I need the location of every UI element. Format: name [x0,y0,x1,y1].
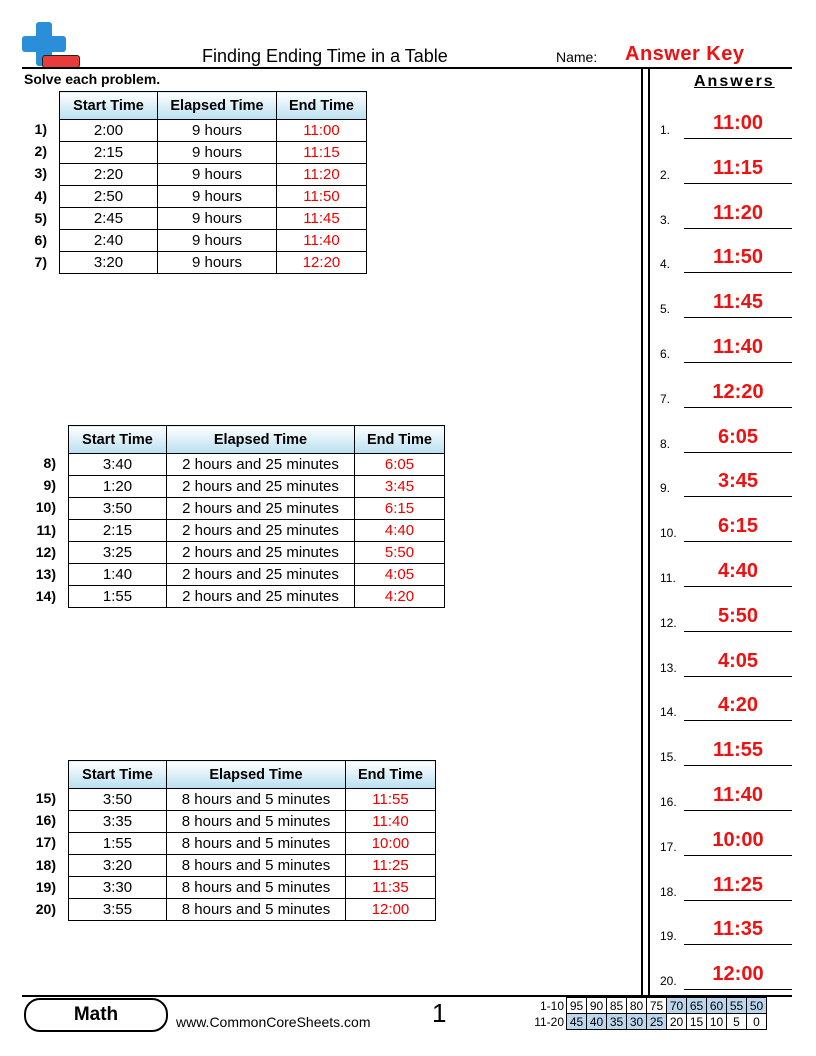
start-time-header: Start Time [69,426,167,454]
end-time-cell: 11:50 [277,186,367,208]
end-time-cell: 11:00 [277,120,367,142]
problem-number: 12) [35,543,56,560]
problem-number: 4) [34,187,47,204]
table-row [60,252,367,274]
answer-line [684,810,792,811]
answer-value: 4:40 [717,560,759,582]
end-time-header: End Time [346,761,436,789]
problem-number: 10) [35,499,56,516]
instructions: Solve each problem. [24,71,161,87]
elapsed-time-cell: 2 hours and 25 minutes [167,498,355,520]
start-time-cell: 2:15 [69,520,167,542]
table-row [69,476,445,498]
answer-row [660,915,792,945]
score-cell: 35 [607,1014,627,1030]
problem-number: 8) [43,455,56,471]
answer-value: 12:00 [712,963,764,986]
answer-row [660,871,792,901]
answer-number: 7. [660,391,671,406]
answer-number: 11. [660,571,676,585]
score-range-label: 1-10 [539,998,564,1013]
elapsed-time-cell: 8 hours and 5 minutes [167,811,346,833]
column-divider [648,67,650,995]
table-row [69,520,445,542]
answer-row [660,960,792,990]
answer-value: 11:20 [712,201,764,224]
start-time-cell: 3:20 [60,252,158,274]
answer-number: 17. [660,839,677,854]
end-time-cell: 11:55 [346,789,436,811]
answer-line [684,317,792,318]
start-time-cell: 3:50 [69,789,167,811]
end-time-cell: 4:40 [355,520,445,542]
start-time-cell: 2:50 [60,186,158,208]
table-row [60,164,367,186]
score-cell: 95 [567,998,587,1014]
score-cell: 80 [627,998,647,1014]
table-row [69,811,436,833]
elapsed-time-cell: 9 hours [158,186,277,208]
start-time-cell: 2:45 [60,208,158,230]
answer-number: 13. [660,660,677,675]
end-time-cell: 11:15 [277,142,367,164]
end-time-header: End Time [355,426,445,454]
score-cell: 25 [647,1014,667,1030]
answer-number: 16. [660,795,677,809]
problem-number: 7) [34,254,47,271]
start-time-cell: 3:25 [69,542,167,564]
answer-row [660,333,792,363]
problem-number: 6) [34,232,47,248]
start-time-cell: 1:20 [69,476,167,498]
end-time-cell: 4:20 [355,586,445,608]
score-cell: 45 [567,1014,587,1030]
problem-number: 18) [35,856,56,873]
answer-number: 2. [660,167,671,182]
table-row [69,899,436,921]
problem-table-2 [68,425,445,608]
answer-line [684,541,792,542]
start-time-cell: 1:55 [69,833,167,855]
answer-value: 11:35 [712,918,764,941]
answer-number: 6. [660,347,671,361]
end-time-cell: 11:40 [277,230,367,252]
start-time-cell: 3:50 [69,498,167,520]
table-row [60,142,367,164]
table-row [69,877,436,899]
answer-number: 15. [660,750,677,765]
page-number: 1 [432,998,447,1028]
subject-badge: Math [24,998,168,1032]
table-row [69,454,445,476]
answer-line [684,989,792,990]
score-cell: 70 [667,998,687,1014]
table-row [60,230,367,252]
score-cell: 75 [647,998,667,1014]
elapsed-time-cell: 8 hours and 5 minutes [167,789,346,811]
end-time-cell: 11:35 [346,877,436,899]
elapsed-time-cell: 8 hours and 5 minutes [167,833,346,855]
answer-line [684,900,792,901]
problem-number: 2) [34,143,47,160]
elapsed-time-cell: 8 hours and 5 minutes [167,899,346,921]
score-cell: 10 [707,1014,727,1030]
start-time-cell: 3:30 [69,877,167,899]
elapsed-time-cell: 9 hours [158,230,277,252]
answer-value: 11:55 [712,739,764,762]
table-row [60,186,367,208]
end-time-cell: 11:40 [346,811,436,833]
answer-value: 11:25 [712,873,764,896]
elapsed-time-cell: 2 hours and 25 minutes [167,476,355,498]
answer-value: 11:40 [712,784,764,806]
answer-value: 4:05 [717,649,759,672]
elapsed-time-cell: 8 hours and 5 minutes [167,855,346,877]
answers-heading: Answers [694,73,775,90]
problem-number: 15) [35,790,56,806]
problem-number: 13) [35,566,56,582]
table-row [69,789,436,811]
answer-number: 3. [660,212,671,227]
answer-row [660,199,792,229]
score-cell: 20 [667,1014,687,1030]
end-time-cell: 6:05 [355,454,445,476]
answer-row [660,378,792,408]
problem-number: 11) [36,521,56,538]
answer-line [684,407,792,408]
elapsed-time-cell: 9 hours [158,142,277,164]
elapsed-time-header: Elapsed Time [167,426,355,454]
answer-value: 11:15 [712,156,764,179]
problem-table-1 [59,91,367,274]
answer-row [660,512,792,542]
end-time-cell: 6:15 [355,498,445,520]
answer-line [684,496,792,497]
problem-table-3 [68,760,436,921]
elapsed-time-cell: 2 hours and 25 minutes [167,586,355,608]
start-time-cell: 3:20 [69,855,167,877]
answer-value: 6:05 [717,425,759,448]
score-cell: 30 [627,1014,647,1030]
elapsed-time-cell: 2 hours and 25 minutes [167,520,355,542]
answer-value: 4:20 [717,694,759,717]
score-cell: 15 [687,1014,707,1030]
answer-number: 5. [660,302,671,317]
answer-line [684,586,792,587]
answer-line [684,452,792,453]
name-label: Name: [556,49,598,65]
answer-line [684,138,792,139]
score-range-label: 11-20 [534,1014,564,1029]
answer-row [660,154,792,184]
column-divider [641,67,643,995]
worksheet-title: Finding Ending Time in a Table [202,46,448,66]
elapsed-time-cell: 9 hours [158,208,277,230]
end-time-cell: 10:00 [346,833,436,855]
answer-line [684,720,792,721]
header-rule [22,67,792,69]
start-time-cell: 3:55 [69,899,167,921]
table-row [69,542,445,564]
answer-number: 12. [660,615,677,630]
score-row [530,1014,767,1030]
end-time-cell: 11:25 [346,855,436,877]
problem-number: 5) [34,209,47,226]
answer-value: 11:45 [712,291,764,314]
answer-value: 5:50 [717,604,759,627]
end-time-cell: 12:20 [277,252,367,274]
end-time-cell: 4:05 [355,564,445,586]
answer-row [660,736,792,766]
answer-number: 14. [660,705,677,720]
table-row [60,208,367,230]
start-time-cell: 2:20 [60,164,158,186]
answer-line [684,765,792,766]
score-table [530,997,767,1030]
answer-number: 20. [660,974,677,989]
answer-number: 8. [660,436,671,451]
elapsed-time-header: Elapsed Time [158,92,277,120]
score-cell: 0 [747,1014,767,1030]
answer-value: 10:00 [712,828,764,851]
answer-row [660,288,792,318]
end-time-header: End Time [277,92,367,120]
table-row [69,586,445,608]
start-time-header: Start Time [69,761,167,789]
answer-value: 11:00 [712,112,764,134]
answer-line [684,855,792,856]
answer-number: 1. [660,123,671,137]
start-time-cell: 2:15 [60,142,158,164]
table-row [69,564,445,586]
elapsed-time-cell: 8 hours and 5 minutes [167,877,346,899]
end-time-cell: 3:45 [355,476,445,498]
answer-row [660,647,792,677]
answer-line [684,272,792,273]
problem-number: 3) [34,165,47,182]
problem-number: 9) [43,477,56,494]
answer-number: 19. [660,929,677,944]
problem-number: 14) [35,588,56,605]
elapsed-time-header: Elapsed Time [167,761,346,789]
start-time-cell: 2:40 [60,230,158,252]
answer-row [660,781,792,811]
answer-row [660,691,792,721]
elapsed-time-cell: 2 hours and 25 minutes [167,542,355,564]
table-row [69,855,436,877]
problem-number: 16) [35,812,56,829]
score-cell: 85 [607,998,627,1014]
answer-line [684,944,792,945]
start-time-header: Start Time [60,92,158,120]
table-row [60,120,367,142]
problem-number: 1) [34,121,47,137]
start-time-cell: 1:55 [69,586,167,608]
table-row [69,833,436,855]
elapsed-time-cell: 9 hours [158,120,277,142]
end-time-cell: 11:20 [277,164,367,186]
website-label: www.CommonCoreSheets.com [176,1014,371,1030]
answer-row [660,467,792,497]
score-cell: 65 [687,998,707,1014]
answer-line [684,183,792,184]
answer-row [660,423,792,453]
score-cell: 60 [707,998,727,1014]
answer-row [660,826,792,856]
end-time-cell: 5:50 [355,542,445,564]
score-cell: 90 [587,998,607,1014]
score-cell: 55 [727,998,747,1014]
answer-row [660,109,792,139]
answer-value: 11:40 [712,336,764,358]
answer-row [660,602,792,632]
problem-number: 20) [35,901,56,917]
start-time-cell: 3:35 [69,811,167,833]
answer-number: 4. [660,257,671,272]
score-row [530,998,767,1014]
problem-number: 19) [35,878,56,895]
answer-number: 9. [660,481,671,496]
elapsed-time-cell: 9 hours [158,164,277,186]
answer-value: 6:15 [717,515,759,538]
start-time-cell: 2:00 [60,120,158,142]
end-time-cell: 11:45 [277,208,367,230]
answer-value: 11:50 [712,246,764,269]
answer-row [660,243,792,273]
answer-line [684,362,792,363]
score-cell: 50 [747,998,767,1014]
score-cell: 40 [587,1014,607,1030]
elapsed-time-cell: 2 hours and 25 minutes [167,564,355,586]
answer-line [684,676,792,677]
answer-line [684,228,792,229]
score-cell: 5 [727,1014,747,1030]
start-time-cell: 3:40 [69,454,167,476]
answer-line [684,631,792,632]
elapsed-time-cell: 2 hours and 25 minutes [167,454,355,476]
answer-value: 3:45 [717,470,759,493]
problem-number: 17) [35,834,56,851]
answer-number: 18. [660,884,677,899]
elapsed-time-cell: 9 hours [158,252,277,274]
start-time-cell: 1:40 [69,564,167,586]
answer-number: 10. [660,526,677,541]
answer-row [660,557,792,587]
answer-value: 12:20 [712,380,764,403]
answer-key-label: Answer Key [625,43,745,65]
end-time-cell: 12:00 [346,899,436,921]
table-row [69,498,445,520]
